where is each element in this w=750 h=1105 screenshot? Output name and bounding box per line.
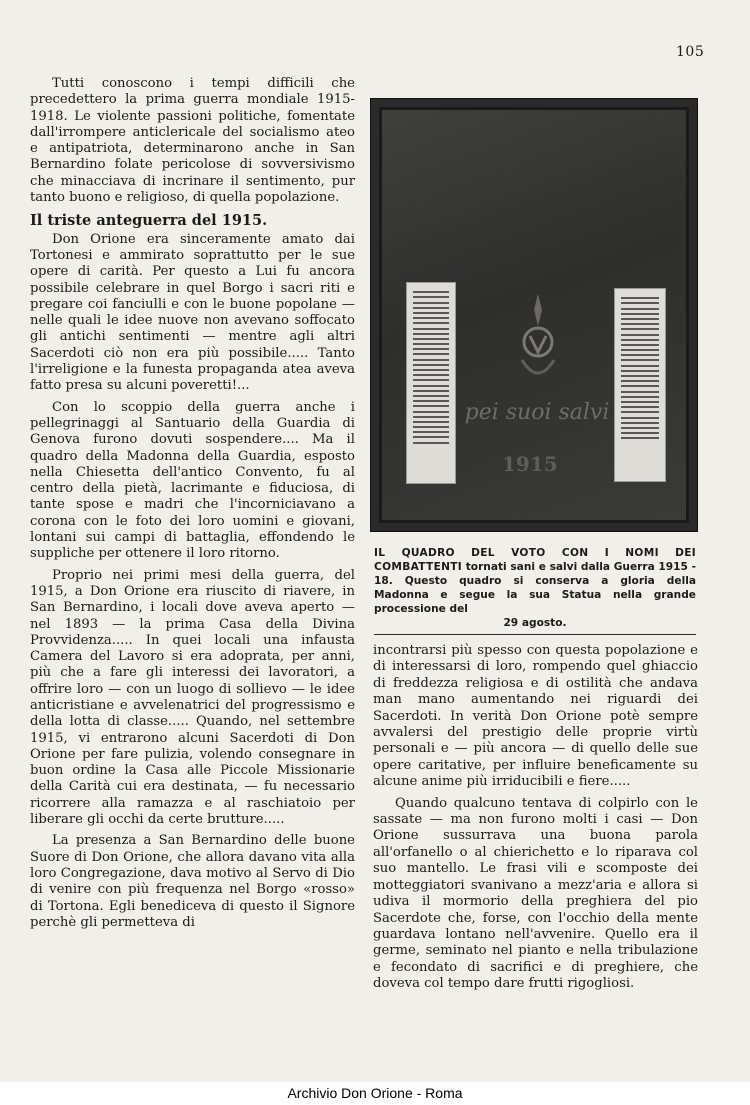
paragraph: Con lo scoppio della guerra anche i pellegrinaggi al Santuario della Guardia di Genova furono dovuti sospendere.... Ma il quadro della Madonna della Guardia, esposto nella Chiesetta dell'antico Convento, fu al centro della pietà, lacrimante e fiduciosa, di tante spose e madri che l'incorniciavano a corona con le foto dei loro uomini e giovani, lontani sui campi di battaglia, effondendo le suppliche per ottenere il loro ritorno. — [30, 399, 355, 562]
painting-motto: pei suoi salvi — [464, 400, 610, 425]
paragraph: Tutti conoscono i tempi difficili che precedettero la prima guerra mondiale 1915-1918. Le violente passioni politiche, fomentate dall'irrompere anticlericale del socialismo ateo e antipatriota, determinarono anche in San Bernardino folate pericolose di sovversivismo che minacciava di incrinare il sentimento, pur tanto buono e religioso, di quella popolazione. — [30, 76, 355, 206]
names-plate-left — [406, 282, 456, 484]
marian-emblem-icon — [510, 290, 566, 390]
figure-caption — [374, 546, 696, 630]
votive-painting-photo — [370, 98, 698, 532]
paragraph: Proprio nei primi mesi della guerra, del 1915, a Don Orione era riuscito di riavere, in San Bernardino, i locali dove aveva aperto — nel 1893 — la prima Casa della Divina Provvidenza..... In quei locali una infausta Camera del Lavoro si era adoprata, per anni, più che a fare gli interessi dei lavoratori, a offrire loro — con un luogo di sollievo — le idee anticristiane e avvelenatrici del progressismo e della lotta di classe..... Quando, nel settembre 1915, vi entrarono alcuni Sacerdoti di Don Orione per fare pulizia, volendo consegnare in buon ordine la Casa alle Piccole Missionarie della Carità cui era destinata, — fu necessario ricorrere alla ramazza e al raschiatoio per liberare gli occhi da certe brutture..... — [30, 567, 355, 828]
paragraph: La presenza a San Bernardino delle buone Suore di Don Orione, che allora davano vita alla loro Congregazione, dava motivo al Servo di Dio di venire con più frequenza nel Borgo «rosso» di Tortona. Egli benediceva di questo il Signore perchè gli permetteva di — [30, 833, 355, 930]
painting-year: 1915 — [502, 452, 558, 476]
paragraph: Don Orione era sinceramente amato dai Tortonesi e ammirato soprattutto per le sue opere di carità. Per questo a Lui fu ancora possibile celebrare in quel Borgo i sacri riti e pregare coi fanciulli e con le buone popolane — nelle quali le idee nuove non avevano soffocato gli antichi sentimenti — mentre agli altri Sacerdoti ciò non era più possibile..... Tanto l'irreligione e la funesta propaganda atea aveva fatto presa su alcuni poveretti!... — [30, 231, 355, 394]
paragraph: incontrarsi più spesso con questa popolazione e di interessarsi di loro, rompendo quel ghiaccio di freddezza religiosa e di ostilità che andava man mano aumentando nei riguardi dei Sacerdoti. In verità Don Orione potè sempre avvalersi del prestigio delle proprie virtù personali e — più ancora — di quello delle sue opere caritative, per influire beneficamente su alcune anime più irriducibili e fiere..... — [373, 643, 698, 790]
painting-frame — [379, 107, 689, 523]
caption-head: IL QUADRO DEL VOTO CON I NOMI DEI COMBATTENTI — [374, 547, 696, 573]
caption-divider — [374, 634, 696, 635]
caption-end: 29 agosto. — [503, 617, 567, 629]
names-plate-right — [614, 288, 666, 482]
archive-footer: Archivio Don Orione - Roma — [0, 1082, 750, 1105]
right-column — [373, 643, 698, 993]
caption-body: tornati sani e salvi dalla Guerra 1915 - 18. Questo quadro si conserva a gloria della Madonna e segue la sua Statua nella grande processione del — [374, 561, 696, 615]
section-heading: Il triste anteguerra del 1915. — [30, 212, 268, 230]
paragraph: Quando qualcuno tentava di colpirlo con le sassate — ma non furono molti i casi — Don Orione sussurrava una buona parola all'orfanello o al chierichetto e lo riparava col suo mantello. Le frasi vili e scomposte dei motteggiatori svanivano a mezz'aria e allora si udiva il mormorio della preghiera del pio Sacerdote che, forse, con l'occhio della mente guardava lontano nell'avvenire. Quello era il germe, seminato nel pianto e nella tribulazione e fecondato di sacrifici e di preghiere, che doveva col tempo dare frutti rigogliosi. — [373, 795, 698, 992]
page-number: 105 — [676, 44, 705, 60]
left-column — [30, 76, 355, 931]
